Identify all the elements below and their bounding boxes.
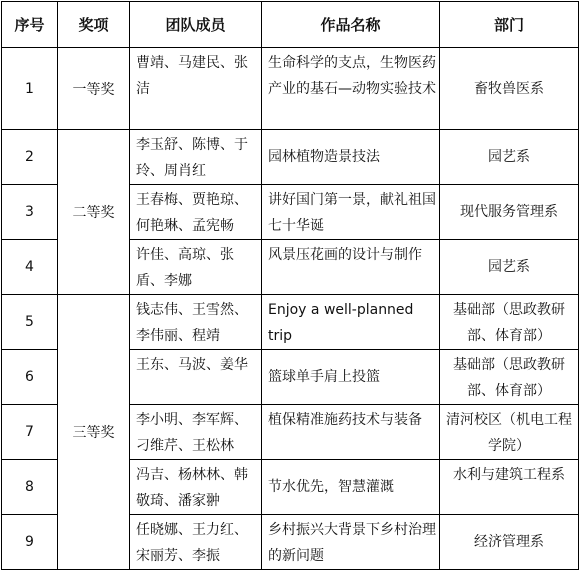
- row-title: 植保精准施药技术与装备: [262, 405, 440, 460]
- header-title: 作品名称: [262, 2, 440, 48]
- row-no: 5: [2, 295, 58, 350]
- award-first: 一等奖: [58, 48, 130, 130]
- row-no: 1: [2, 48, 58, 130]
- row-members: 许佳、高琼、张盾、李娜: [130, 240, 262, 295]
- header-dept: 部门: [440, 2, 579, 48]
- row-title: 生命科学的支点，生物医药产业的基石—动物实验技术: [262, 48, 440, 130]
- row-members: 钱志伟、王雪然、李伟丽、程靖: [130, 295, 262, 350]
- row-members: 李小明、李军辉、刁维芹、王松林: [130, 405, 262, 460]
- award-table: [1, 1, 579, 570]
- row-no: 3: [2, 185, 58, 240]
- row-no: 7: [2, 405, 58, 460]
- row-dept: 基础部（思政教研部、体育部）: [440, 350, 579, 405]
- row-title: 讲好国门第一景，献礼祖国七十华诞: [262, 185, 440, 240]
- row-members: 李玉舒、陈博、于玲、周肖红: [130, 130, 262, 185]
- header-no: 序号: [2, 2, 58, 48]
- row-no: 2: [2, 130, 58, 185]
- row-no: 9: [2, 515, 58, 570]
- award-second: 二等奖: [58, 130, 130, 295]
- table-row: [2, 295, 579, 350]
- row-dept: 清河校区（机电工程学院）: [440, 405, 579, 460]
- row-no: 4: [2, 240, 58, 295]
- header-award: 奖项: [58, 2, 130, 48]
- row-members: 王春梅、贾艳琼、何艳琳、孟宪畅: [130, 185, 262, 240]
- row-title: Enjoy a well-planned trip: [262, 295, 440, 350]
- row-title: 节水优先，智慧灌溉: [262, 460, 440, 515]
- row-members: 王东、马波、姜华: [130, 350, 262, 405]
- row-title: 园林植物造景技法: [262, 130, 440, 185]
- row-dept: 现代服务管理系: [440, 185, 579, 240]
- row-no: 8: [2, 460, 58, 515]
- table-row: [2, 130, 579, 185]
- row-dept: 水利与建筑工程系: [440, 460, 579, 515]
- row-title: 风景压花画的设计与制作: [262, 240, 440, 295]
- award-third: 三等奖: [58, 295, 130, 570]
- row-title: 乡村振兴大背景下乡村治理的新问题: [262, 515, 440, 570]
- row-dept: 基础部（思政教研部、体育部）: [440, 295, 579, 350]
- row-title: 篮球单手肩上投篮: [262, 350, 440, 405]
- row-members: 曹靖、马建民、张洁: [130, 48, 262, 130]
- row-dept: 畜牧兽医系: [440, 48, 579, 130]
- row-members: 任晓娜、王力红、宋丽芳、李振: [130, 515, 262, 570]
- row-dept: 园艺系: [440, 240, 579, 295]
- row-dept: 经济管理系: [440, 515, 579, 570]
- header-members: 团队成员: [130, 2, 262, 48]
- row-dept: 园艺系: [440, 130, 579, 185]
- table-row: [2, 48, 579, 130]
- row-members: 冯吉、杨林林、韩敬琦、潘家翀: [130, 460, 262, 515]
- header-row: [2, 2, 579, 48]
- row-no: 6: [2, 350, 58, 405]
